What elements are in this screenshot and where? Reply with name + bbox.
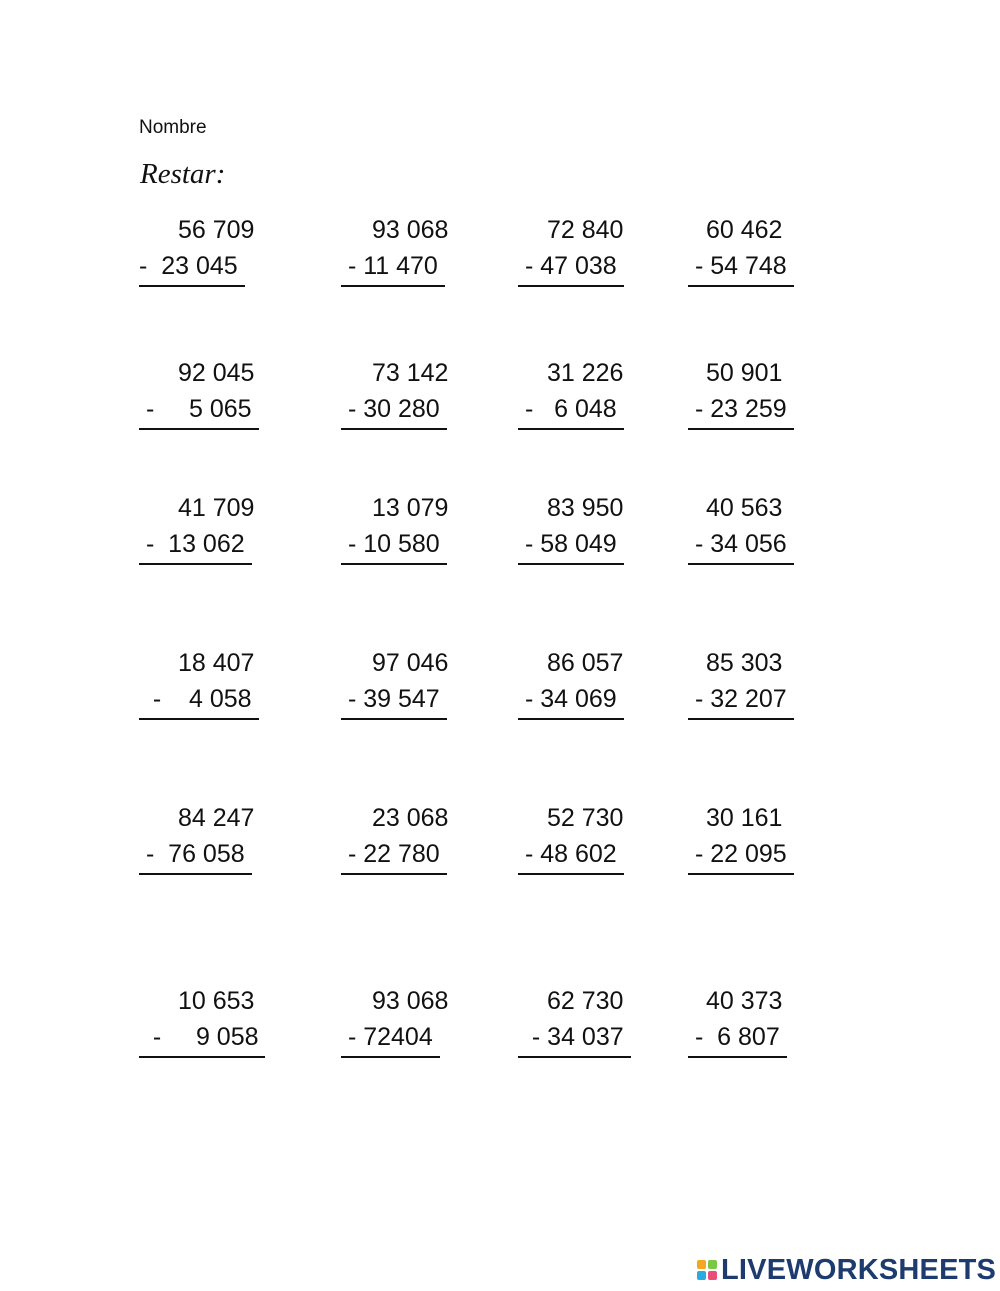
minuend: 23 068 — [372, 804, 449, 832]
minuend: 30 161 — [706, 804, 783, 832]
minuend: 13 079 — [372, 494, 449, 522]
subtrahend: - 32 207 — [688, 681, 794, 720]
subtrahend: - 34 069 — [518, 681, 624, 720]
minuend: 31 226 — [547, 359, 624, 387]
minuend: 50 901 — [706, 359, 783, 387]
subtrahend: - 48 602 — [518, 836, 624, 875]
minuend: 93 068 — [372, 987, 449, 1015]
logo-squares-icon — [697, 1260, 717, 1280]
minuend: 73 142 — [372, 359, 449, 387]
subtrahend: - 54 748 — [688, 248, 794, 287]
minuend: 92 045 — [178, 359, 255, 387]
subtrahend: - 23 259 — [688, 391, 794, 430]
subtrahend: - 34 037 — [518, 1019, 631, 1058]
logo-text: LIVEWORKSHEETS — [721, 1253, 997, 1286]
minuend: 40 563 — [706, 494, 783, 522]
subtrahend: - 30 280 — [341, 391, 447, 430]
name-label: Nombre — [139, 117, 207, 138]
subtrahend: - 5 065 — [139, 391, 259, 430]
minuend: 62 730 — [547, 987, 624, 1015]
instruction-title: Restar: — [140, 158, 226, 190]
subtrahend: - 39 547 — [341, 681, 447, 720]
minuend: 40 373 — [706, 987, 783, 1015]
subtrahend: - 9 058 — [139, 1019, 265, 1058]
minuend: 72 840 — [547, 216, 624, 244]
subtrahend: - 34 056 — [688, 526, 794, 565]
minuend: 93 068 — [372, 216, 449, 244]
subtrahend: - 47 038 — [518, 248, 624, 287]
subtrahend: - 23 045 — [139, 248, 245, 287]
minuend: 41 709 — [178, 494, 255, 522]
minuend: 18 407 — [178, 649, 255, 677]
subtrahend: - 58 049 — [518, 526, 624, 565]
subtrahend: - 4 058 — [139, 681, 259, 720]
liveworksheets-logo — [697, 1253, 996, 1287]
subtrahend: - 76 058 — [139, 836, 252, 875]
minuend: 83 950 — [547, 494, 624, 522]
minuend: 60 462 — [706, 216, 783, 244]
subtrahend: - 6 807 — [688, 1019, 787, 1058]
subtrahend: - 10 580 — [341, 526, 447, 565]
minuend: 10 653 — [178, 987, 255, 1015]
minuend: 85 303 — [706, 649, 783, 677]
subtrahend: - 22 780 — [341, 836, 447, 875]
subtrahend: - 72404 — [341, 1019, 440, 1058]
minuend: 97 046 — [372, 649, 449, 677]
minuend: 86 057 — [547, 649, 624, 677]
minuend: 56 709 — [178, 216, 255, 244]
minuend: 52 730 — [547, 804, 624, 832]
subtrahend: - 22 095 — [688, 836, 794, 875]
subtrahend: - 11 470 — [341, 248, 445, 287]
subtrahend: - 13 062 — [139, 526, 252, 565]
subtrahend: - 6 048 — [518, 391, 624, 430]
minuend: 84 247 — [178, 804, 255, 832]
